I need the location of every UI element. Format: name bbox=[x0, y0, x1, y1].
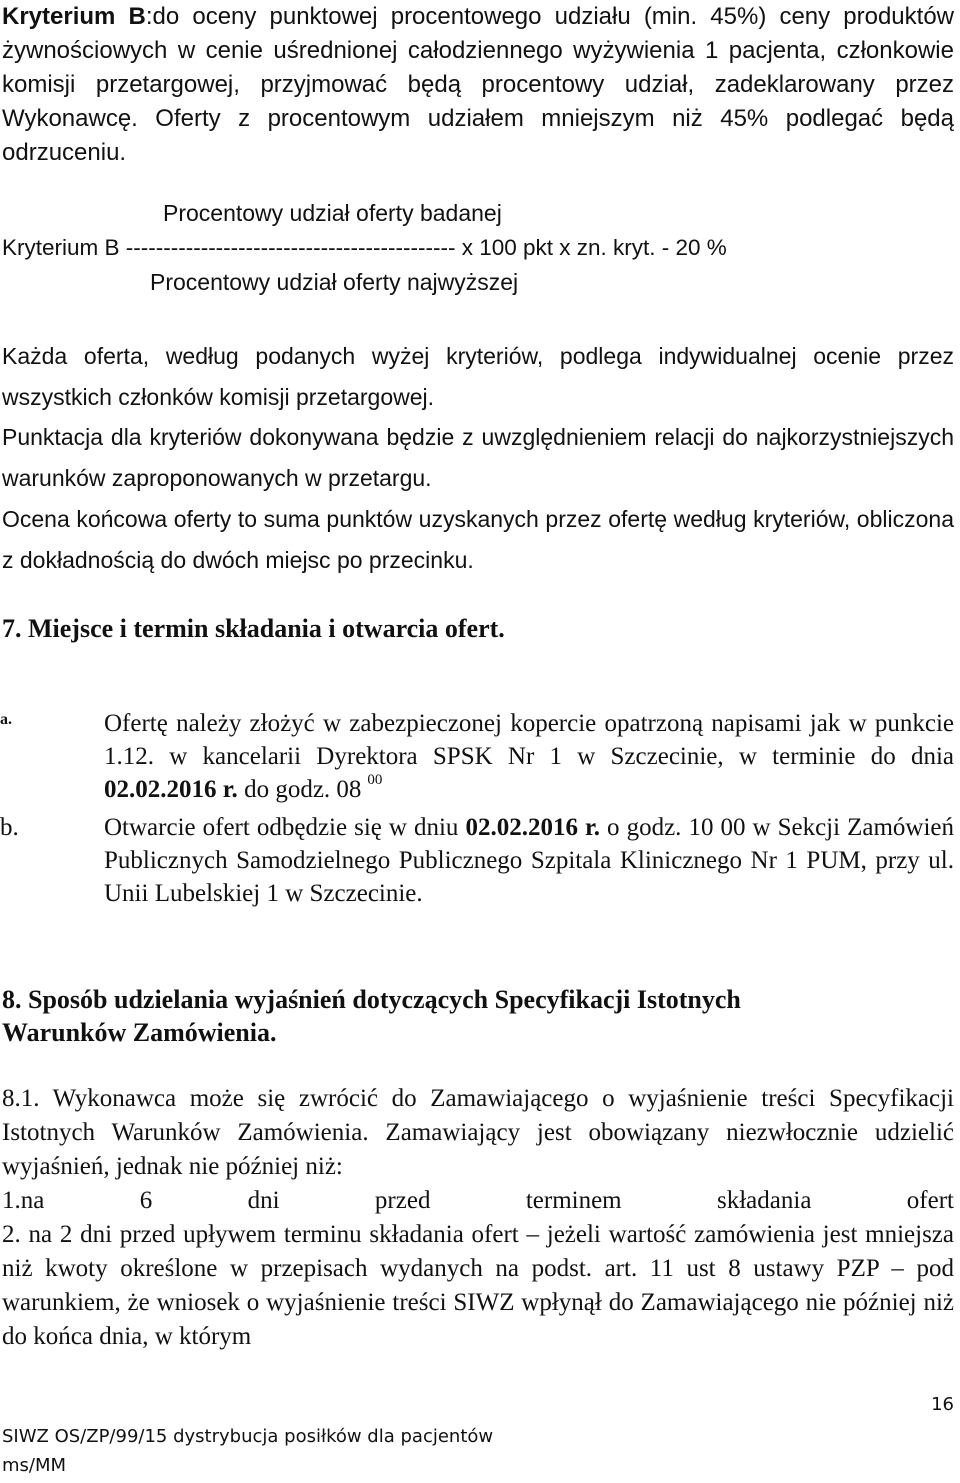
paragraph-8-1-line-2: 2. na 2 dni przed upływem terminu składania ofert – jeżeli wartość zamówienia jest mniejsza niż kwoty określone w przepisach wydanych na podst. art. 11 ust 8 ustawy PZP – pod warunkiem, że wniosek o wyjaśnienie treści SIWZ wpłynął do Zamawiającego nie później niż do końca dnia, w którym bbox=[2, 1221, 954, 1350]
kryterium-b-paragraph bbox=[2, 0, 954, 170]
list-item-a bbox=[0, 707, 954, 810]
item-b-date: 02.02.2016 r bbox=[465, 814, 594, 841]
item-b-text-rest: o godz. 10 00 w Sekcji Zamówień Publicznych Samodzielnego Publicznego Szpitala Klinicznego Nr 1 PUM, przy ul. Unii Lubelskiej 1 w Szczecinie. bbox=[104, 814, 954, 907]
item-a-time: do godz. 08 bbox=[237, 776, 362, 803]
footer-page-number: 16 bbox=[931, 1394, 954, 1415]
formula-numerator: Procentowy udział oferty badanej bbox=[163, 200, 502, 226]
list-item-b bbox=[0, 811, 954, 910]
formula-row: Kryterium B -------------------------------------------- x 100 pkt x zn. kryt. - 20 % bbox=[2, 235, 727, 260]
item-b-text: Otwarcie ofert odbędzie się w dniu bbox=[104, 814, 466, 841]
item-a-text: Ofertę należy złożyć w zabezpieczonej kopercie opatrzoną napisami jak w punkcie 1.12. w kancelarii Dyrektora SPSK Nr 1 w Szczecinie, w terminie do dnia bbox=[104, 710, 954, 770]
paragraph-scoring: Punktacja dla kryteriów dokonywana będzie z uwzględnieniem relacji do najkorzystniejszych warunków zaproponowanych w przetargu. bbox=[2, 424, 954, 491]
item-b-date-dot: . bbox=[593, 814, 601, 841]
paragraph-8-1: 8.1. Wykonawca może się zwrócić do Zamawiającego o wyjaśnienie treści Specyfikacji Istotnych Warunków Zamówienia. Zamawiający jest obowiązany niezwłocznie udzielić wyjaśnień, jednak nie później niż: bbox=[2, 1085, 954, 1180]
item-a-time-superscript: 00 bbox=[367, 772, 383, 788]
paragraph-8-1-line-1: 1.na 6 dni przed terminem składania ofert bbox=[2, 1187, 954, 1214]
paragraph-evaluation: Każda oferta, według podanych wyżej kryteriów, podlega indywidualnej ocenie przez wszystkich członków komisji przetargowej. bbox=[2, 343, 954, 410]
paragraph-final-score: Ocena końcowa oferty to suma punktów uzyskanych przez ofertę według kryteriów, obliczona z dokładnością do dwóch miejsc po przecinku. bbox=[2, 506, 954, 573]
list-marker-a: a. bbox=[0, 711, 12, 728]
footer-initials: ms/MM bbox=[2, 1455, 67, 1476]
list-marker-b: b. bbox=[0, 814, 19, 841]
formula-denominator: Procentowy udział oferty najwyższej bbox=[150, 269, 519, 295]
kryterium-b-text: :do oceny punktowej procentowego udziału (min. 45%) ceny produktów żywnościowych w cenie uśrednionej całodziennego wyżywienia 1 pacjenta, członkowie komisji przetargowej, przyjmować będą procentowy udział, zadeklarowany przez Wykonawcę bbox=[2, 3, 954, 132]
kryterium-b-label: Kryterium B bbox=[2, 3, 146, 30]
item-a-date: 02.02.2016 r. bbox=[104, 776, 238, 803]
section-8-heading: 8. Sposób udzielania wyjaśnień dotyczących Specyfikacji Istotnych Warunków Zamówienia. bbox=[2, 985, 741, 1047]
section-7-heading: 7. Miejsce i termin składania i otwarcia ofert. bbox=[2, 614, 505, 643]
footer-reference: SIWZ OS/ZP/99/15 dystrybucja posiłków dla pacjentów bbox=[2, 1426, 494, 1447]
kryterium-b-text-tail: . Oferty z procentowym udziałem mniejszym niż 45% podlegać będą odrzuceniu. bbox=[2, 105, 954, 166]
